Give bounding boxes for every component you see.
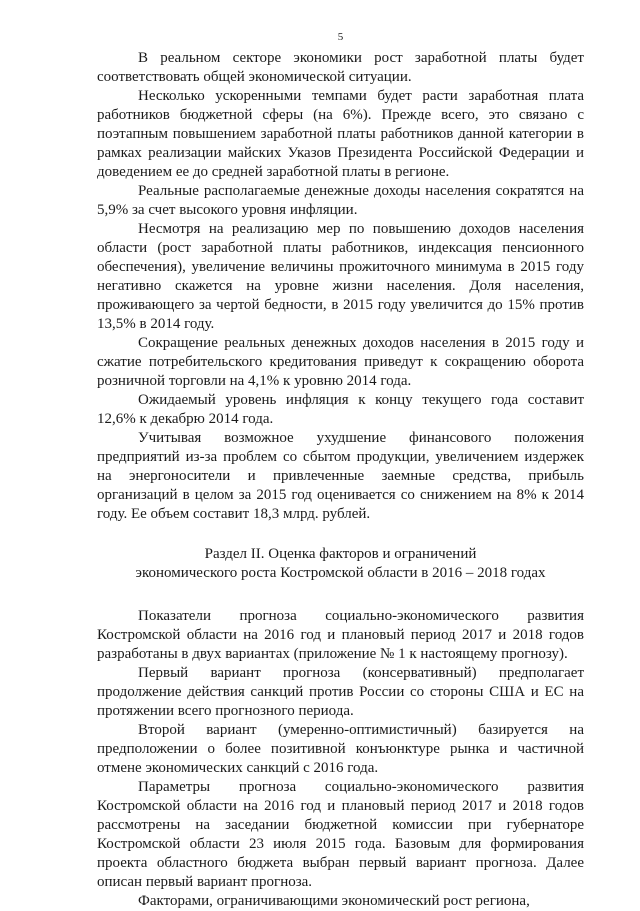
paragraph-real-income: Реальные располагаемые денежные доходы населения сократятся на 5,9% за счет высокого уровня инфляции. <box>97 183 584 218</box>
section-heading-line-2: экономического роста Костромской области в 2016 – 2018 годах <box>135 565 546 581</box>
paragraph-second-variant: Второй вариант (умеренно-оптимистичный) базируется на предположении о более позитивной конъюнктуре рынка и частичной отмене экономических санкций с 2016 года. <box>97 722 584 776</box>
paragraph-forecast-parameters: Параметры прогноза социально-экономического развития Костромской области на 2016 год и плановый период 2017 и 2018 годов рассмотрены на заседании бюджетной комиссии при губернаторе Костромской области 23 июля 2015 года. Базовым для формирования проекта областного бюджета выбран первый вариант прогноза. Далее описан первый вариант прогноза. <box>97 779 584 890</box>
paragraph-budget-sector-wages: Несколько ускоренными темпами будет расти заработная плата работников бюджетной сферы (на 6%). Прежде всего, это связано с поэтапным повышением заработной платы работников данной категории в рамках реализации майских Указов Президента Российской Федерации и доведением ее до средней заработной платы в регионе. <box>97 88 584 180</box>
paragraph-living-standards: Несмотря на реализацию мер по повышению доходов населения области (рост заработной платы работников, индексация пенсионного обеспечения), увеличение величины прожиточного минимума в 2015 году негативно скажется на уровне жизни населения. Доля населения, проживающего за чертой бедности, в 2015 году увеличится до 15% против 13,5% в 2014 году. <box>97 221 584 332</box>
paragraph-limiting-factors: Факторами, ограничивающими экономический рост региона, <box>138 893 530 909</box>
paragraph-first-variant: Первый вариант прогноза (консервативный) предполагает продолжение действия санкций против России со стороны США и ЕС на протяжении всего прогнозного периода. <box>97 665 584 719</box>
paragraph-wage-growth: В реальном секторе экономики рост заработной платы будет соответствовать общей экономической ситуации. <box>97 50 584 85</box>
section-heading <box>97 545 584 583</box>
section-heading-line-1: Раздел II. Оценка факторов и ограничений <box>204 546 477 562</box>
paragraph-forecast-variants: Показатели прогноза социально-экономического развития Костромской области на 2016 год и плановый период 2017 и 2018 годов разработаны в двух вариантах (приложение № 1 к настоящему прогнозу). <box>97 608 584 662</box>
paragraph-inflation: Ожидаемый уровень инфляция к концу текущего года составит 12,6% к декабрю 2014 года. <box>97 392 584 427</box>
document-body <box>97 49 584 911</box>
paragraph-retail-turnover: Сокращение реальных денежных доходов населения в 2015 году и сжатие потребительского кредитования приведут к сокращению оборота розничной торговли на 4,1% к уровню 2014 года. <box>97 335 584 389</box>
paragraph-profit: Учитывая возможное ухудшение финансового положения предприятий из-за проблем со сбытом продукции, увеличением издержек на энергоносители и привлеченные заемные средства, прибыль организаций в целом за 2015 год оценивается со снижением на 8% к 2014 году. Ее объем составит 18,3 млрд. рублей. <box>97 430 584 522</box>
page-number: 5 <box>337 31 344 43</box>
